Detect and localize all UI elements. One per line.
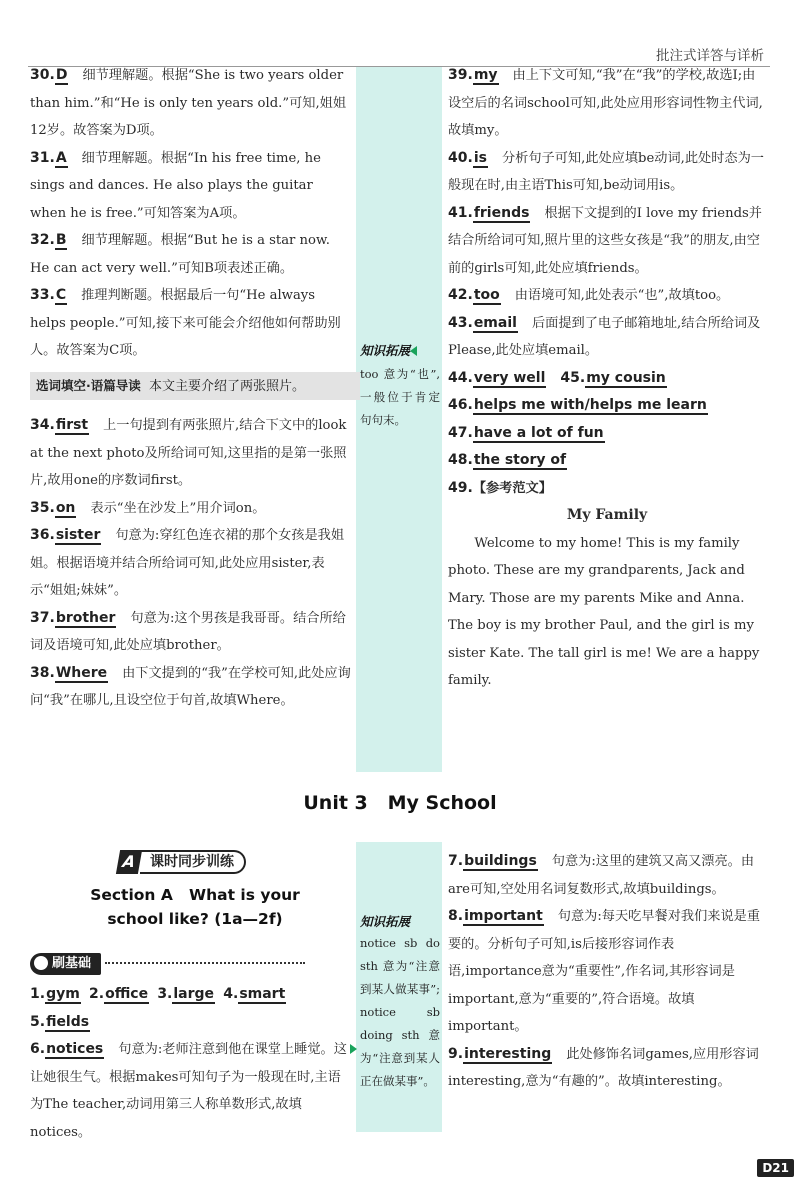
explanation-text: 句意为:老师注意到他在课堂上睡觉。这让她很生气。根据makes可知句子为一般现在时,主语为The teacher,动词用第三人称单数形式,故填notices。 <box>30 1042 347 1140</box>
item-number: 35. <box>30 499 55 516</box>
item-number: 36. <box>30 527 55 543</box>
explanation-text: 上一句提到有两张照片,结合下文中的look at the next photo及所给词可知,这里指的是第一张照片,故用one的序数词first。 <box>30 418 347 488</box>
knowledge-note-text: notice sb do sth 意为“注意到某人做某事”; notice sb doing sth 意为“注意到某人正在做某事”。 <box>360 936 440 1088</box>
explanation-text: 由语境可知,此处表示“也”,故填too。 <box>514 288 730 303</box>
answer-item-46 <box>448 392 766 420</box>
answer-key: important <box>464 908 543 924</box>
answer-key: large <box>173 986 215 1002</box>
explanation-text: 表示“坐在沙发上”用介词on。 <box>90 500 266 516</box>
banner-label: 选词填空·语篇导读 <box>36 378 141 393</box>
knowledge-note-title: 知识拓展 <box>360 914 411 929</box>
answer-item-7: 7.buildings 句意为:这里的建筑又高又漂亮。由are可知,空处用名词复数形式,故填buildings。 <box>448 853 755 897</box>
item-number: 32. <box>30 232 55 248</box>
answer-item-6: 6.notices 句意为:老师注意到他在课堂上睡觉。这让她很生气。根据makes可知句子为一般现在时,主语为The teacher,动词用第三人称单数形式,故填notices。 <box>30 1041 347 1140</box>
answer-key: Where <box>55 664 108 681</box>
item-number: 39. <box>448 67 473 83</box>
answer-item-5: 5.fields <box>30 1013 90 1030</box>
answer-item-31 <box>30 145 352 228</box>
answer-key: C <box>55 287 67 303</box>
answer-key: on <box>55 499 76 516</box>
answer-key: office <box>105 986 149 1002</box>
explanation-text: 细节理解题。根据“She is two years older than him.”和“He is only ten years old.”可知,姐姐12岁。故答案为D项。 <box>30 68 347 138</box>
answer-key: brother <box>55 609 116 626</box>
knowledge-note-text: too 意为“也”,一般位于肯定句句末。 <box>360 367 440 427</box>
answer-key: my cousin <box>586 369 666 386</box>
page-number: D21 <box>757 1159 794 1177</box>
lesson-badge <box>118 850 278 876</box>
item-number: 45. <box>560 369 586 386</box>
essay-title: My Family <box>566 507 648 523</box>
answer-key: the story of <box>473 452 567 468</box>
essay-label: 【参考范文】 <box>472 480 552 496</box>
answer-item-44-45 <box>448 365 766 393</box>
answer-item-30 <box>30 62 352 145</box>
right-column-top <box>448 62 766 695</box>
section-title-line1: Section A What is your <box>90 886 300 904</box>
item-number: 30. <box>30 67 55 83</box>
answer-key: fields <box>46 1013 90 1030</box>
answer-items-1-4: 1.gym 2.office 3.large 4.smart <box>30 986 286 1002</box>
left-column-mid <box>30 412 352 715</box>
explanation-text: 由下文提到的“我”在学校可知,此处应询问“我”在哪儿,且设空位于句首,故填Where。 <box>30 665 351 708</box>
item-number: 42. <box>448 287 473 303</box>
answer-key: very well <box>473 369 546 386</box>
unit-title: Unit 3 My School <box>303 792 497 814</box>
answer-item-33 <box>30 282 352 365</box>
answer-item-37 <box>30 605 352 660</box>
answer-key: D <box>55 67 68 83</box>
pointer-icon <box>350 1044 357 1054</box>
dotted-rule <box>105 962 305 964</box>
item-number: 43. <box>448 314 473 331</box>
item-number: 41. <box>448 204 473 221</box>
item-number: 49. <box>448 479 473 496</box>
answer-key: A <box>55 149 67 166</box>
answer-item-40 <box>448 145 766 200</box>
answer-key: interesting <box>464 1045 552 1062</box>
answer-item-34 <box>30 412 352 495</box>
brush-icon <box>34 956 48 970</box>
knowledge-note-2 <box>360 912 440 1093</box>
answer-key: have a lot of fun <box>473 424 604 441</box>
item-number: 46. <box>448 397 473 413</box>
bottom-left-column <box>30 981 352 1146</box>
knowledge-note-1 <box>360 340 440 432</box>
item-number: 48. <box>448 452 473 468</box>
item-number: 47. <box>448 424 473 441</box>
explanation-text: 细节理解题。根据“But he is a star now. He can act very well.”可知B项表述正确。 <box>30 233 330 276</box>
item-number: 37. <box>30 609 55 626</box>
knowledge-note-title: 知识拓展 <box>360 340 440 359</box>
explanation-text: 由上下文可知,“我”在“我”的学校,故选I;由设空后的名词school可知,此处应用形容词性物主代词,故填my。 <box>448 68 763 138</box>
item-number: 34. <box>30 417 55 433</box>
answer-item-39 <box>448 62 766 145</box>
explanation-text: 细节理解题。根据“In his free time, he sings and dances. He also plays the guitar when he is free.”可知答案为A项。 <box>30 150 321 221</box>
banner-text: 本文主要介绍了两张照片。 <box>149 379 306 394</box>
section-title <box>30 886 360 928</box>
answer-key: buildings <box>464 853 537 869</box>
answer-key: gym <box>46 986 80 1002</box>
answer-item-38 <box>30 660 352 715</box>
explanation-text: 句意为:穿红色连衣裙的那个女孩是我姐姐。根据语境并结合所给词可知,此处应用sister,表示“姐姐;妹妹”。 <box>30 528 345 598</box>
item-number: 31. <box>30 149 55 166</box>
explanation-text: 推理判断题。根据最后一句“He always helps people.”可知,接下来可能会介绍他如何帮助别人。故答案为C项。 <box>30 288 341 358</box>
answer-key: my <box>473 67 498 83</box>
answer-key: email <box>473 314 517 331</box>
answer-item-32 <box>30 227 352 282</box>
explanation-text: 句意为:每天吃早餐对我们来说是重要的。分析句子可知,is后接形容词作表语,importance意为“重要性”,作名词,其形容词是important,意为“重要的”,符合语境。故填important。 <box>448 909 761 1034</box>
answer-key: first <box>55 417 89 433</box>
explanation-text: 此处修饰名词games,应用形容词interesting,意为“有趣的”。故填interesting。 <box>448 1046 759 1089</box>
practice-heading <box>30 952 360 976</box>
bottom-right-column <box>448 848 766 1096</box>
answer-key: smart <box>239 986 286 1002</box>
item-number: 40. <box>448 149 473 166</box>
answer-item-36 <box>30 522 352 605</box>
item-number: 44. <box>448 369 473 386</box>
badge-letter: A <box>116 850 142 874</box>
answer-key: too <box>473 287 500 303</box>
answer-key: friends <box>473 204 530 221</box>
answer-item-41 <box>448 200 766 283</box>
practice-heading-label: 刷基础 <box>52 956 92 971</box>
passage-guide-banner <box>30 372 360 400</box>
answer-item-49 <box>448 475 766 503</box>
answer-key: is <box>473 149 487 166</box>
answer-item-48 <box>448 447 766 475</box>
answer-item-47 <box>448 420 766 448</box>
answer-key: helps me with/helps me learn <box>473 397 707 413</box>
explanation-text: 根据下文提到的I love my friends并结合所给词可知,照片里的这些女孩是“我”的朋友,由空前的girls可知,此处应填friends。 <box>448 205 762 276</box>
pointer-icon <box>410 346 417 356</box>
answer-item-35 <box>30 495 352 523</box>
explanation-text: 后面提到了电子邮箱地址,结合所给词及Please,此处应填email。 <box>448 315 761 358</box>
answer-item-43 <box>448 310 766 365</box>
answer-key: sister <box>55 527 101 543</box>
item-number: 33. <box>30 287 55 303</box>
explanation-text: 分析句子可知,此处应填be动词,此处时态为一般现在时,由主语This可知,be动词用is。 <box>448 150 764 193</box>
answer-key: notices <box>46 1041 104 1057</box>
section-title-line2: school like? (1a—2f) <box>107 910 283 928</box>
answer-item-9: 9.interesting 此处修饰名词games,应用形容词interesting,意为“有趣的”。故填interesting。 <box>448 1045 759 1089</box>
item-number: 38. <box>30 664 55 681</box>
badge-text: 课时同步训练 <box>140 850 246 874</box>
answer-key: B <box>55 232 67 248</box>
answer-item-42 <box>448 282 766 310</box>
essay-body: Welcome to my home! This is my family photo. These are my grandparents, Jack and Mary. Those are my parents Mike and Anna. The boy is my brother Paul, and the girl is my sister Kate. The tall girl is me! We are a happy family. <box>448 535 760 688</box>
explanation-text: 句意为:这里的建筑又高又漂亮。由are可知,空处用名词复数形式,故填buildings。 <box>448 854 755 897</box>
left-column-top <box>30 62 352 365</box>
explanation-text: 句意为:这个男孩是我哥哥。结合所给词及语境可知,此处应填brother。 <box>30 610 346 653</box>
answer-item-8: 8.important 句意为:每天吃早餐对我们来说是重要的。分析句子可知,is后接形容词作表语,importance意为“重要性”,作名词,其形容词是important,意为“重要的”,符合语境。故填important。 <box>448 908 761 1034</box>
model-essay <box>448 530 766 695</box>
running-header: 批注式详答与详析 <box>656 48 764 64</box>
